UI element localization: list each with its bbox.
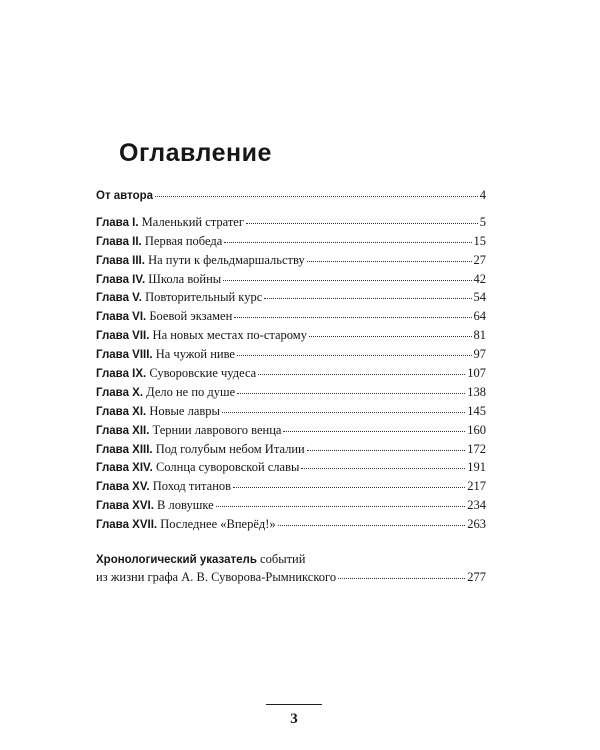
chapter-title: Боевой экзамен (149, 309, 233, 324)
toc-entry-chapter (96, 515, 486, 534)
dot-leader (223, 280, 471, 281)
toc-entry-chapter (96, 251, 486, 270)
dot-leader (278, 525, 466, 526)
toc-entry-chapter (96, 270, 486, 289)
chapter-number: Глава IX. (96, 368, 147, 381)
dot-leader (155, 196, 478, 197)
toc-entry-chapter (96, 496, 486, 515)
toc-entry-chapter (96, 288, 486, 307)
chapter-number: Глава III. (96, 254, 145, 267)
chapter-title: Под голубым небом Италии (155, 441, 305, 456)
page-number: 3 (290, 711, 298, 727)
toc-page-number: 64 (473, 309, 486, 324)
dot-leader (216, 506, 466, 507)
dot-leader (237, 393, 465, 394)
toc-page-number: 217 (467, 479, 486, 494)
chapter-title: Дело не по душе (146, 384, 236, 399)
chapter-number: Глава XV. (96, 481, 150, 494)
dot-leader (224, 242, 471, 243)
chapter-title: Повторительный курс (145, 290, 263, 305)
chapter-number: Глава V. (96, 292, 142, 305)
toc-entry-author (96, 186, 486, 205)
dot-leader (264, 298, 471, 299)
chapter-title: На новых местах по-старому (152, 328, 307, 343)
toc-page-number: 145 (467, 403, 486, 418)
chapter-number: Глава I. (96, 216, 139, 229)
chronology-entry (96, 550, 486, 587)
dot-leader (338, 578, 465, 579)
toc-page-number: 27 (473, 252, 486, 267)
toc-page-number: 42 (473, 271, 486, 286)
toc-page-number: 97 (473, 347, 486, 362)
dot-leader (307, 261, 472, 262)
toc-entry-chapter (96, 421, 486, 440)
chapter-title: В ловушке (157, 498, 214, 513)
table-of-contents (96, 186, 486, 534)
chapter-title: Тернии лаврового венца (152, 422, 282, 437)
toc-page-number: 107 (467, 366, 486, 381)
toc-author-label: От автора (96, 190, 154, 202)
chapter-list (96, 213, 486, 534)
dot-leader (258, 374, 465, 375)
chapter-title: Новые лавры (149, 403, 220, 418)
dot-leader (246, 223, 478, 224)
dot-leader (307, 450, 466, 451)
chapter-title: Первая победа (144, 233, 223, 248)
toc-entry-chapter (96, 477, 486, 496)
toc-page-number: 172 (467, 441, 486, 456)
chapter-title: Маленький стратег (141, 214, 244, 229)
dot-leader (301, 468, 465, 469)
toc-entry-chapter (96, 232, 486, 251)
chapter-title: На чужой ниве (155, 347, 235, 362)
toc-page-number: 160 (467, 422, 486, 437)
chapter-title: На пути к фельдмаршальству (148, 252, 305, 267)
toc-page-number: 15 (473, 233, 486, 248)
toc-entry-chapter (96, 402, 486, 421)
chapter-title: Школа войны (148, 271, 222, 286)
toc-entry-chapter (96, 440, 486, 459)
dot-leader (233, 487, 465, 488)
dot-leader (283, 431, 465, 432)
dot-leader (237, 355, 472, 356)
chapter-title: Суворовские чудеса (149, 366, 257, 381)
chronology-title: Хронологический указатель (96, 554, 257, 566)
page-title: Оглавление (119, 139, 272, 167)
toc-entry-chapter (96, 326, 486, 345)
toc-entry-chapter (96, 383, 486, 402)
chapter-number: Глава XVII. (96, 519, 158, 532)
toc-page-number: 5 (479, 214, 486, 229)
chapter-number: Глава XIII. (96, 443, 153, 456)
toc-page-number: 234 (467, 498, 486, 513)
toc-page-number: 263 (467, 517, 486, 532)
chapter-number: Глава VII. (96, 330, 150, 343)
footer-rule (266, 704, 322, 705)
chronology-title-rest: событий (260, 552, 306, 566)
chapter-number: Глава IV. (96, 273, 146, 286)
chapter-number: Глава VIII. (96, 349, 153, 362)
toc-page-number: 54 (473, 290, 486, 305)
toc-page-number: 4 (479, 188, 486, 202)
toc-entry-chapter (96, 364, 486, 383)
dot-leader (309, 336, 472, 337)
chapter-number: Глава XIV. (96, 462, 153, 475)
chapter-number: Глава XVI. (96, 500, 154, 513)
chapter-number: Глава XII. (96, 424, 150, 437)
chronology-subtitle: из жизни графа А. В. Суворова-Рымникского (96, 570, 337, 584)
toc-page-number: 191 (467, 460, 486, 475)
chapter-number: Глава VI. (96, 311, 147, 324)
chapter-number: Глава X. (96, 386, 144, 399)
dot-leader (222, 412, 465, 413)
chapter-number: Глава II. (96, 235, 142, 248)
chapter-number: Глава XI. (96, 405, 147, 418)
chapter-title: Поход титанов (152, 479, 232, 494)
toc-entry-chapter (96, 345, 486, 364)
toc-page-number: 138 (467, 384, 486, 399)
chapter-title: Солнца суворовской славы (155, 460, 300, 475)
toc-entry-chapter (96, 307, 486, 326)
chapter-title: Последнее «Вперёд!» (160, 517, 276, 532)
toc-entry-chapter (96, 458, 486, 477)
toc-entry-chapter (96, 213, 486, 232)
toc-page-number: 81 (473, 328, 486, 343)
toc-page-number: 277 (467, 570, 486, 584)
dot-leader (234, 317, 471, 318)
